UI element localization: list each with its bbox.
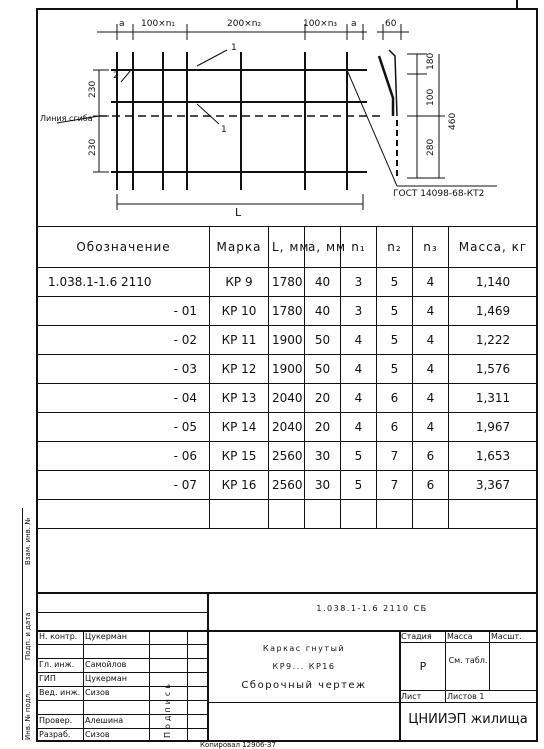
mass-label: Масса <box>447 632 473 641</box>
cell-length: 1900 <box>269 326 305 355</box>
org-name: ЦНИИЭП жилища <box>408 712 528 727</box>
dim-length-L: L <box>235 206 242 219</box>
table-row <box>38 413 538 442</box>
dim-pitch-n3: 100×n₃ <box>303 19 338 29</box>
cell-length: 1780 <box>269 297 305 326</box>
cell-length: 2040 <box>269 413 305 442</box>
dim-280: 280 <box>426 138 436 156</box>
cell-n3: 4 <box>413 413 449 442</box>
cell-n1: 4 <box>341 355 377 384</box>
cell-length: 2040 <box>269 384 305 413</box>
cell-n3: 4 <box>413 384 449 413</box>
cell-designation: - 07 <box>38 471 210 500</box>
cell-n1: 4 <box>341 384 377 413</box>
role-name: Сизов <box>85 688 110 697</box>
role-label: Н. контр. <box>39 632 78 641</box>
mass-value: См. табл. <box>448 656 488 665</box>
stage-value: Р <box>419 660 427 673</box>
spec-table <box>37 226 538 529</box>
role-name: Самойлов <box>85 660 127 669</box>
cell-designation: 1.038.1-1.6 2110 <box>38 268 210 297</box>
title-block <box>37 592 537 740</box>
cell-mark: КР 14 <box>210 413 269 442</box>
role-label: Разраб. <box>39 730 71 739</box>
cell-designation: - 06 <box>38 442 210 471</box>
dim-pitch-n1: 100×n₁ <box>141 19 176 29</box>
cell-n1: 5 <box>341 471 377 500</box>
cell-mass: 1,311 <box>449 384 538 413</box>
table-row <box>38 355 538 384</box>
table-row <box>38 471 538 500</box>
bottom-strip: Копировал 12906-37 <box>200 741 276 749</box>
role-name: Цукерман <box>85 674 127 683</box>
role-name: Алешина <box>85 716 124 725</box>
side-strip-line <box>22 508 23 740</box>
role-label: Гл. инж. <box>39 660 75 669</box>
assembly-drawing <box>37 10 537 226</box>
cell-a: 40 <box>305 297 341 326</box>
cell-n3: 4 <box>413 297 449 326</box>
cell-designation: - 05 <box>38 413 210 442</box>
dim-180: 180 <box>426 52 436 70</box>
side-label-replace: Взам. инв. № <box>24 517 32 565</box>
role-label: Вед. инж. <box>39 688 81 697</box>
dim-hook-width: 60 <box>385 19 397 29</box>
header-mass: Масса, кг <box>449 227 538 268</box>
cell-length: 1900 <box>269 355 305 384</box>
role-name: Цукерман <box>85 632 127 641</box>
dim-a-right: a <box>351 19 357 29</box>
cell-a: 50 <box>305 355 341 384</box>
fold-line-label: Линия сгиба <box>40 114 93 123</box>
role-name: Сизов <box>85 730 110 739</box>
signature-header: Подпись <box>163 681 172 738</box>
cell-a: 20 <box>305 384 341 413</box>
cell-mass: 1,653 <box>449 442 538 471</box>
dim-460: 460 <box>448 112 458 130</box>
table-row-empty <box>38 500 538 529</box>
cell-n1: 3 <box>341 297 377 326</box>
dim-230-top: 230 <box>88 80 98 98</box>
cell-n1: 4 <box>341 413 377 442</box>
cell-n2: 6 <box>377 413 413 442</box>
cell-n3: 4 <box>413 268 449 297</box>
title-line-3: Сборочный чертеж <box>241 680 367 691</box>
header-mark: Марка <box>210 227 269 268</box>
title-line-2: КР9... КР16 <box>272 662 336 671</box>
frame-tick <box>516 0 518 8</box>
cell-a: 20 <box>305 413 341 442</box>
cell-n2: 7 <box>377 442 413 471</box>
cell-n2: 5 <box>377 326 413 355</box>
cell-a: 40 <box>305 268 341 297</box>
cell-mark: КР 16 <box>210 471 269 500</box>
cell-length: 2560 <box>269 471 305 500</box>
header-a: a, мм <box>305 227 341 268</box>
cell-a: 30 <box>305 471 341 500</box>
role-label: ГИП <box>39 674 56 683</box>
cell-mass: 1,469 <box>449 297 538 326</box>
cell-n2: 7 <box>377 471 413 500</box>
table-row <box>38 384 538 413</box>
cell-n3: 4 <box>413 326 449 355</box>
dim-a-left: a <box>119 19 125 29</box>
side-label-sign: Подп. и дата <box>24 612 32 660</box>
sheet-label: Лист <box>401 692 422 701</box>
header-n3: n₃ <box>413 227 449 268</box>
stage-label: Стадия <box>401 632 432 641</box>
header-n2: n₂ <box>377 227 413 268</box>
cell-n2: 5 <box>377 268 413 297</box>
dim-100: 100 <box>426 88 436 106</box>
cell-designation: - 02 <box>38 326 210 355</box>
cell-n2: 6 <box>377 384 413 413</box>
cell-n3: 6 <box>413 442 449 471</box>
title-line-1: Каркас гнутый <box>262 644 346 653</box>
cell-mark: КР 11 <box>210 326 269 355</box>
role-label: Провер. <box>39 716 73 725</box>
cell-mass: 1,967 <box>449 413 538 442</box>
cell-mark: КР 13 <box>210 384 269 413</box>
table-row <box>38 326 538 355</box>
cell-mark: КР 15 <box>210 442 269 471</box>
sheets-label: Листов 1 <box>447 692 485 701</box>
dim-pitch-n2: 200×n₂ <box>227 19 262 29</box>
cell-n3: 4 <box>413 355 449 384</box>
cell-n2: 5 <box>377 297 413 326</box>
cell-n3: 6 <box>413 471 449 500</box>
scale-label: Масшт. <box>491 632 522 641</box>
dim-230-bottom: 230 <box>88 138 98 156</box>
cell-mass: 1,222 <box>449 326 538 355</box>
cell-mass: 3,367 <box>449 471 538 500</box>
table-row <box>38 268 538 297</box>
header-length: L, мм <box>269 227 305 268</box>
cell-a: 30 <box>305 442 341 471</box>
cell-mass: 1,576 <box>449 355 538 384</box>
cell-a: 50 <box>305 326 341 355</box>
cell-mark: КР 9 <box>210 268 269 297</box>
cell-n1: 3 <box>341 268 377 297</box>
cell-mark: КР 10 <box>210 297 269 326</box>
document-code: 1.038.1-1.6 2110 СБ <box>316 604 428 613</box>
cell-mark: КР 12 <box>210 355 269 384</box>
header-designation: Обозначение <box>38 227 210 268</box>
cell-length: 1780 <box>269 268 305 297</box>
cell-mass: 1,140 <box>449 268 538 297</box>
position-1-bottom: 1 <box>221 125 227 135</box>
cell-n2: 5 <box>377 355 413 384</box>
position-2: 2 <box>113 71 119 81</box>
cell-designation: - 04 <box>38 384 210 413</box>
cell-n1: 5 <box>341 442 377 471</box>
cell-designation: - 01 <box>38 297 210 326</box>
gost-note: ГОСТ 14098-68-КТ2 <box>393 189 485 199</box>
cell-designation: - 03 <box>38 355 210 384</box>
header-n1: n₁ <box>341 227 377 268</box>
table-row <box>38 297 538 326</box>
position-1-top: 1 <box>231 43 237 53</box>
table-row <box>38 442 538 471</box>
cell-length: 2560 <box>269 442 305 471</box>
spec-header-row <box>38 227 538 268</box>
side-label-inv: Инв. № подл. <box>24 691 32 740</box>
cell-n1: 4 <box>341 326 377 355</box>
